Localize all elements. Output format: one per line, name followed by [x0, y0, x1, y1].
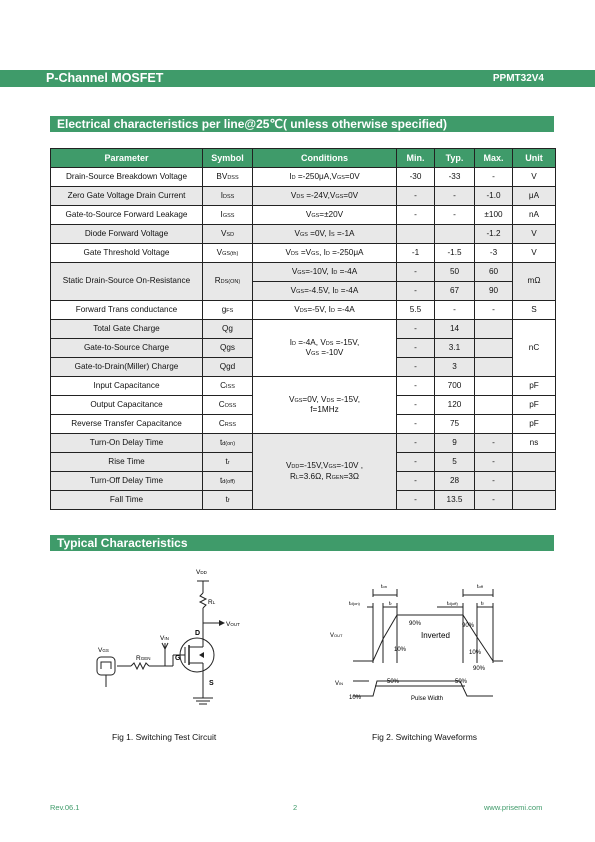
- section-electrical-header: [50, 116, 554, 132]
- pct-10-fall: 10%: [469, 650, 482, 656]
- svg-text:td(off): td(off): [447, 601, 458, 607]
- table-row: Input Capacitance CISS VGS=0V, VDS =-15V, f=1MHz - 700 pF: [51, 377, 556, 396]
- table-row: Gate-to-Source Charge Qgs - 3.1: [51, 339, 556, 358]
- svg-text:VGS: VGS: [98, 647, 109, 654]
- switching-waveforms-diagram: [325, 563, 510, 713]
- svg-text:toff: toff: [477, 584, 483, 590]
- header-part-number: PPMT32V4: [492, 73, 544, 84]
- table-row: Turn-Off Delay Time td(off) - 28 -: [51, 472, 556, 491]
- pct-50-rise: 50%: [387, 679, 400, 685]
- toff-label: t: [477, 584, 479, 590]
- table-row: Zero Gate Voltage Drain Current IDSS VDS =-24V,VGS=0V - - -1.0 μA: [51, 187, 556, 206]
- page-header: [0, 70, 595, 87]
- col-header: Max.: [475, 149, 513, 168]
- svg-text:tf: tf: [481, 601, 484, 607]
- tf-label: t: [481, 601, 483, 607]
- pulse-width-label: Pulse Width: [411, 696, 444, 702]
- footer-revision: Rev.06.1: [50, 803, 80, 812]
- fig1-caption: Fig 1. Switching Test Circuit: [112, 732, 217, 742]
- inverted-label: Inverted: [421, 631, 450, 640]
- vout-label: V: [226, 621, 231, 628]
- vin-label: V: [160, 635, 165, 642]
- svg-text:ton: ton: [381, 584, 387, 590]
- table-row: Output Capacitance COSS - 120 pF: [51, 396, 556, 415]
- gate-label: G: [175, 655, 181, 662]
- svg-text:RL: RL: [208, 599, 216, 606]
- svg-text:RGEN: RGEN: [136, 655, 151, 662]
- col-header: Min.: [397, 149, 435, 168]
- col-header: Typ.: [435, 149, 475, 168]
- switching-test-circuit-diagram: [85, 563, 265, 723]
- table-row: Total Gate Charge Qg ID =-4A, VDS =-15V, VGS =-10V - 14 nC: [51, 320, 556, 339]
- tr-label: t: [389, 601, 391, 607]
- vout-wave-label: V: [330, 633, 335, 639]
- table-row: Reverse Transfer Capacitance CRSS - 75 pF: [51, 415, 556, 434]
- table-row: Rise Time tr - 5 -: [51, 453, 556, 472]
- pct-90-fall: 90%: [462, 623, 475, 629]
- svg-text:VOUT: VOUT: [330, 633, 343, 639]
- pct-90-vin: 90%: [473, 666, 486, 672]
- electrical-characteristics-table: [50, 148, 556, 510]
- table-row: Turn-On Delay Time td(on) VDD=-15V,VGS=-10V , RL=3.6Ω, RGEN=3Ω - 9 - ns: [51, 434, 556, 453]
- svg-text:VIN: VIN: [160, 635, 169, 642]
- section-electrical-title: Electrical characteristics per line@25℃( unless otherwise specified): [57, 117, 448, 131]
- drain-label: D: [195, 630, 201, 637]
- table-row: Gate-to-Source Forward Leakage IGSS VGS=±20V - - ±100 nA: [51, 206, 556, 225]
- col-header: Parameter: [51, 149, 203, 168]
- fig2-caption: Fig 2. Switching Waveforms: [372, 732, 478, 742]
- tdon-label: t: [349, 601, 351, 607]
- svg-text:tr: tr: [389, 601, 392, 607]
- pct-90-rise: 90%: [409, 621, 422, 627]
- pct-50-fall: 50%: [455, 679, 468, 685]
- table-row: Forward Trans conductance gFS VDS=-5V, ID =-4A 5.5 - - S: [51, 301, 556, 320]
- table-row: Gate Threshold Voltage VGS(th) VDS =VGS, ID =-250μA -1 -1.5 -3 V: [51, 244, 556, 263]
- rgen-label: R: [136, 655, 141, 662]
- pct-10-rise: 10%: [394, 647, 407, 653]
- table-header-row: [51, 149, 556, 168]
- col-header: Symbol: [203, 149, 253, 168]
- pct-10-vin: 10%: [349, 695, 362, 701]
- ton-label: t: [381, 584, 383, 590]
- section-typical-title: Typical Characteristics: [57, 536, 188, 550]
- svg-text:VOUT: VOUT: [226, 621, 240, 628]
- table-row: Fall Time tf - 13.5 -: [51, 491, 556, 510]
- rl-label: R: [208, 599, 213, 606]
- footer-page-number: 2: [293, 803, 298, 812]
- section-typical-header: [50, 535, 554, 551]
- source-label: S: [209, 680, 214, 687]
- table-row: Drain-Source Breakdown Voltage BVDSS ID =-250μA,VGS=0V -30 -33 - V: [51, 168, 556, 187]
- table-row: Gate-to-Drain(Miller) Charge Qgd - 3: [51, 358, 556, 377]
- svg-text:td(on): td(on): [349, 601, 360, 607]
- vgs-label: V: [98, 647, 103, 654]
- table-row: Static Drain-Source On-Resistance RDS(ON) VGS=-10V, ID =-4A - 50 60 mΩ: [51, 263, 556, 282]
- table-row: Diode Forward Voltage VSD VGS =0V, IS =-1A -1.2 V: [51, 225, 556, 244]
- header-title: P-Channel MOSFET: [46, 71, 164, 85]
- vin-wave-label: V: [335, 681, 340, 687]
- footer-url[interactable]: www.prisemi.com: [484, 803, 543, 812]
- col-header: Unit: [513, 149, 556, 168]
- svg-text:VDD: VDD: [196, 569, 207, 576]
- tdoff-label: t: [447, 601, 449, 607]
- svg-text:VIN: VIN: [335, 681, 344, 687]
- vdd-label: V: [196, 569, 201, 576]
- table-row: VGS=-4.5V, ID =-4A - 67 90: [51, 282, 556, 301]
- col-header: Conditions: [253, 149, 397, 168]
